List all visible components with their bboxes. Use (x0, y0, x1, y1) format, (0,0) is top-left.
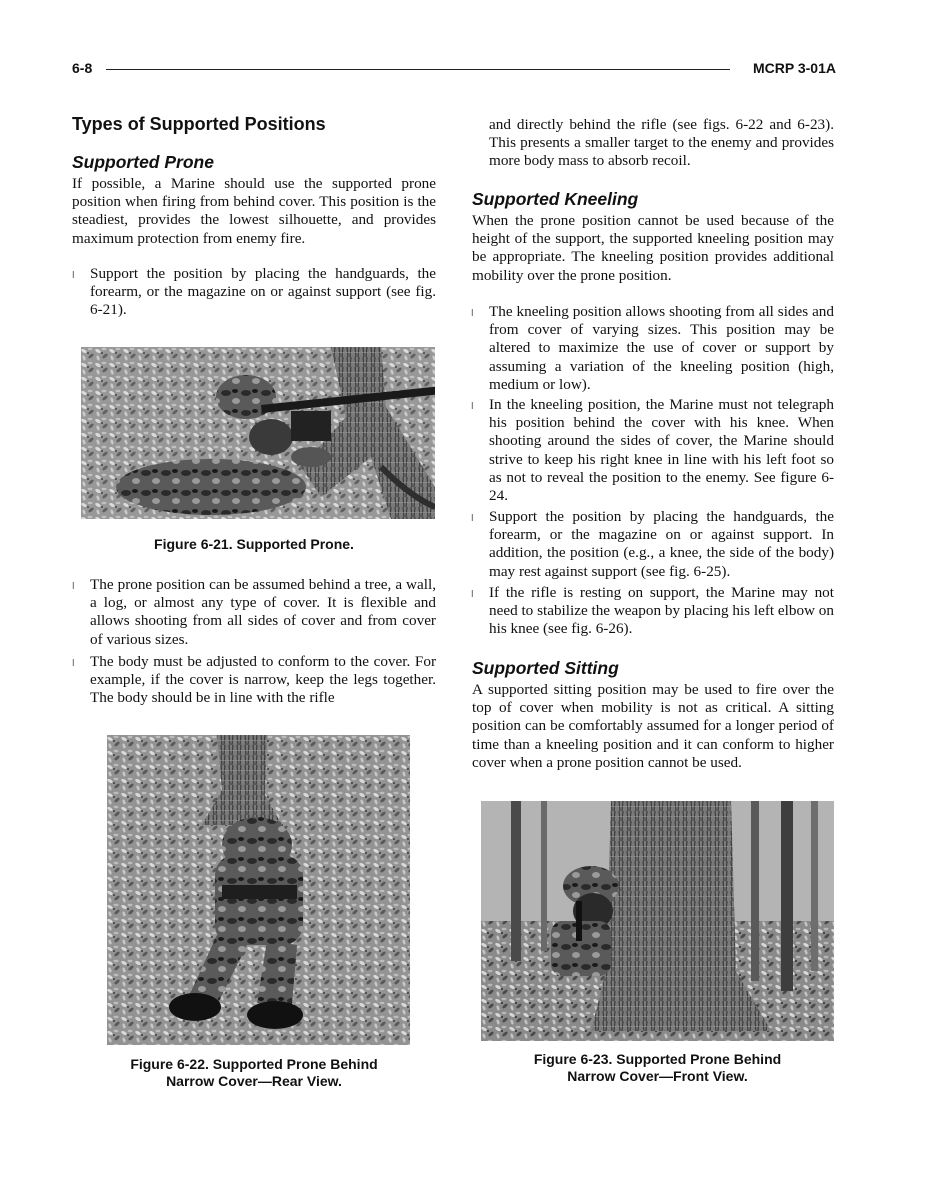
running-header (72, 60, 836, 80)
bullet-item (72, 653, 436, 708)
figure-6-21-photo (81, 347, 435, 519)
bullet-item (72, 265, 436, 320)
figure-6-21-caption: Figure 6-21. Supported Prone. (154, 536, 354, 552)
prone-paragraph: If possible, a Marine should use the supported prone position when firing from behind cover. This position is the steadiest, provides the lowest silhouette, and provides maximum protection from enemy fire. (72, 175, 436, 247)
caption-line: Figure 6-23. Supported Prone Behind (533, 1051, 782, 1067)
heading-supported-prone: Supported Prone (72, 152, 214, 172)
sitting-paragraph: A supported sitting position may be used to fire over the top of cover when mobility is not as critical. A sitting position can be comfortably assumed for a longer period of time than a kneeling position and it can conform to higher cover when a prone position cannot be used. (472, 681, 834, 771)
bullet-text: Support the position by placing the handguards, the forearm, or the magazine on or against support (see fig. 6-21). (90, 265, 436, 319)
bullet-item (471, 508, 834, 581)
caption-line: Narrow Cover—Front View. (567, 1068, 748, 1084)
header-rule (106, 69, 730, 70)
bullet-marker: l (471, 402, 474, 412)
figure-6-23-caption (481, 1051, 834, 1085)
bullet-marker: l (72, 582, 75, 592)
heading-supported-sitting: Supported Sitting (472, 658, 619, 678)
continued-paragraph: and directly behind the rifle (see figs. 6-22 and 6-23). This presents a smaller target to the enemy and provides more body mass to absorb recoil. (489, 116, 834, 170)
bullet-marker: l (72, 271, 75, 281)
bullet-item (72, 576, 436, 649)
document-id: MCRP 3-01A (753, 60, 836, 76)
page-number: 6-8 (72, 60, 93, 76)
bullet-text: In the kneeling position, the Marine must not telegraph his position behind the cover with his knee. When shooting around the sides of cover, the Marine should strive to keep his right knee in line with his left foot so as not to reveal the position to the enemy. See figure 6-24. (489, 396, 834, 505)
heading-supported-kneeling: Supported Kneeling (472, 189, 639, 209)
bullet-text: The prone position can be assumed behind a tree, a wall, a log, or almost any type of cover. It is flexible and allows shooting from all sides of cover and from cover of various sizes. (90, 576, 436, 648)
bullet-text: If the rifle is resting on support, the Marine may not need to stabilize the weapon by placing his left elbow on his knee (see fig. 6-26). (489, 584, 834, 638)
kneeling-paragraph: When the prone position cannot be used because of the height of the support, the supported kneeling position may be appropriate. The kneeling position provides additional mobility over the prone position. (472, 212, 834, 284)
caption-line: Figure 6-22. Supported Prone Behind (130, 1056, 378, 1072)
bullet-marker: l (471, 514, 474, 524)
section-title: Types of Supported Positions (72, 114, 326, 134)
figure-6-22-caption (86, 1056, 422, 1090)
bullet-item (471, 584, 834, 639)
figure-6-23-photo (481, 801, 834, 1041)
bullet-marker: l (471, 309, 474, 319)
bullet-marker: l (72, 659, 75, 669)
bullet-text: The body must be adjusted to conform to the cover. For example, if the cover is narrow, keep the legs together. The body should be in line with the rifle (90, 653, 436, 707)
bullet-text: Support the position by placing the handguards, the forearm, or the magazine on or against support. In addition, the position (e.g., a knee, the side of the body) may rest against support (see fig. 6-25). (489, 508, 834, 580)
figure-6-22-photo (107, 735, 410, 1045)
bullet-marker: l (471, 590, 474, 600)
bullet-item (471, 396, 834, 505)
bullet-text: The kneeling position allows shooting from all sides and from cover of varying sizes. This position may be altered to maximize the use of cover or support by assuming a variation of the kneeling position (high, medium or low). (489, 303, 834, 393)
bullet-item (471, 303, 834, 394)
caption-line: Narrow Cover—Rear View. (166, 1073, 342, 1089)
